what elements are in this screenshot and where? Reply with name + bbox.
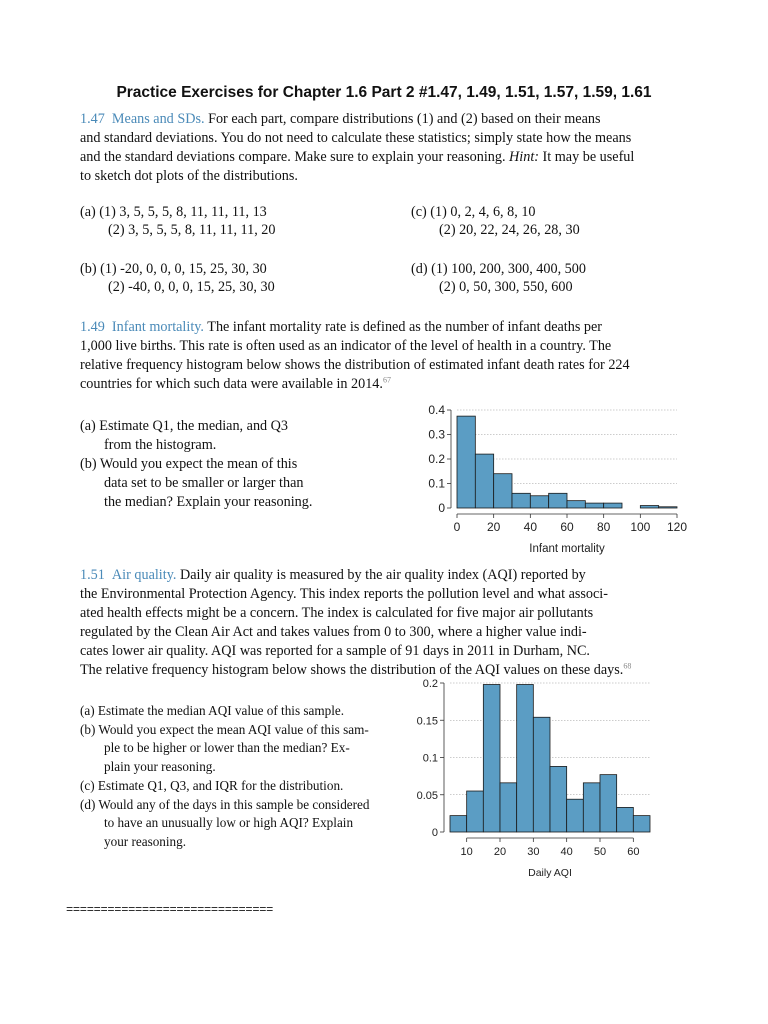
y-tick-label: 0.2: [422, 678, 438, 690]
text-line: cates lower air quality. AQI was reported for a sample of 91 days in 2011 in Durham, NC.: [80, 643, 590, 659]
histogram-bar: [475, 454, 493, 508]
histogram-bar: [567, 501, 585, 508]
part-d-list-2: (2) 0, 50, 300, 550, 600: [439, 279, 573, 295]
exercise-149-intro: [80, 318, 720, 394]
text-line: The infant mortality rate is defined as the number of infant deaths per: [203, 319, 603, 335]
x-axis-label: Daily AQI: [528, 867, 572, 879]
histogram-bar: [617, 807, 634, 832]
exercise-149-questions: [80, 417, 312, 512]
x-tick-label: 50: [593, 846, 607, 858]
y-tick-label: 0.4: [428, 403, 445, 417]
x-tick-label: 100: [630, 520, 651, 534]
histogram-bar: [457, 416, 475, 508]
exercise-number: 1.51: [80, 567, 105, 583]
x-tick-label: 20: [493, 846, 507, 858]
y-tick-label: 0.15: [416, 715, 438, 728]
part-c-list-1: (c) (1) 0, 2, 4, 6, 8, 10: [411, 204, 536, 220]
histogram-bar: [494, 474, 512, 508]
exercise-heading: Infant mortality.: [111, 319, 204, 335]
question-line: your reasoning.: [104, 833, 187, 849]
histogram-bar: [500, 783, 517, 832]
text-line: regulated by the Clean Air Act and takes values from 0 to 300, where a higher value indi-: [80, 624, 587, 640]
question-line: plain your reasoning.: [104, 759, 216, 775]
hint-label: Hint:: [509, 149, 539, 165]
part-c-list-2: (2) 20, 22, 24, 26, 28, 30: [439, 222, 580, 238]
infant-mortality-histogram: [415, 400, 695, 560]
histogram-bar: [530, 496, 548, 508]
exercise-151-intro: [80, 566, 720, 680]
histogram-bar: [467, 791, 484, 832]
question-line: from the histogram.: [104, 437, 217, 453]
x-tick-label: 60: [627, 846, 640, 858]
exercise-147-intro: [80, 110, 720, 186]
x-tick-label: 40: [523, 520, 538, 534]
y-tick-label: 0.1: [428, 476, 445, 491]
histogram-bar: [600, 775, 617, 832]
part-b-list-2: (2) -40, 0, 0, 0, 15, 25, 30, 30: [108, 279, 275, 295]
text-line: Daily air quality is measured by the air quality index (AQI) reported by: [176, 567, 586, 583]
histogram-bar: [512, 493, 530, 508]
part-b-list-1: (b) (1) -20, 0, 0, 0, 15, 25, 30, 30: [80, 261, 267, 277]
question-line: (a) Estimate the median AQI value of this sample.: [80, 703, 345, 718]
page-title: Practice Exercises for Chapter 1.6 Part 2 #1.47, 1.49, 1.51, 1.57, 1.59, 1.61: [116, 84, 652, 101]
histogram-bar: [659, 507, 677, 508]
exercise-heading: Air quality.: [111, 567, 177, 583]
question-line: the median? Explain your reasoning.: [104, 494, 313, 510]
part-d-list-1: (d) (1) 100, 200, 300, 400, 500: [411, 261, 586, 277]
part-a-list-1: (a) (1) 3, 5, 5, 5, 8, 11, 11, 11, 13: [80, 204, 267, 220]
question-line: (d) Would any of the days in this sample be considered: [80, 796, 370, 812]
question-line: (b) Would you expect the mean AQI value of this sam-: [80, 721, 369, 737]
y-tick-label: 0.1: [422, 752, 438, 765]
histogram-bar: [483, 684, 500, 832]
part-a-list-2: (2) 3, 5, 5, 5, 8, 11, 11, 11, 20: [108, 222, 276, 238]
question-line: ple to be higher or lower than the median? Ex-: [104, 740, 350, 756]
histogram-bar: [567, 799, 584, 832]
histogram-bar: [533, 717, 550, 832]
y-tick-label: 0.05: [416, 789, 438, 802]
text-line: For each part, compare distributions (1) and (2) based on their means: [204, 111, 601, 127]
x-tick-label: 40: [560, 846, 573, 858]
histogram-bar: [550, 766, 567, 832]
x-tick-label: 80: [596, 520, 611, 534]
x-tick-label: 0: [453, 520, 461, 534]
histogram-bar: [549, 493, 567, 508]
exercise-heading: Means and SDs.: [111, 111, 205, 127]
exercise-number: 1.49: [80, 319, 105, 335]
text-line: to sketch dot plots of the distributions.: [80, 168, 298, 184]
histogram-bar: [604, 503, 622, 508]
text-line: relative frequency histogram below shows the distribution of estimated infant death rates for 224: [80, 357, 630, 373]
question-line: to have an unusually low or high AQI? Explain: [104, 815, 354, 831]
x-tick-label: 20: [486, 520, 501, 534]
histogram-bar: [450, 816, 467, 832]
question-line: (c) Estimate Q1, Q3, and IQR for the distribution.: [80, 777, 344, 793]
text-line: the Environmental Protection Agency. This index reports the pollution level and what associ-: [80, 586, 608, 602]
y-tick-label: 0.3: [428, 427, 445, 442]
text-line: and standard deviations. You do not need to calculate these statistics; simply state how the means: [80, 130, 632, 146]
x-tick-label: 60: [560, 520, 574, 534]
footnote-marker: 68: [623, 661, 632, 671]
exercise-number: 1.47: [80, 111, 105, 127]
y-tick-label: 0: [438, 501, 445, 515]
question-line: data set to be smaller or larger than: [104, 475, 304, 491]
separator-line: ==============================: [66, 903, 274, 917]
x-tick-label: 30: [527, 846, 540, 858]
histogram-bar: [583, 783, 600, 832]
question-line: (b) Would you expect the mean of this: [80, 456, 298, 472]
y-tick-label: 0.2: [428, 452, 445, 466]
histogram-bar: [633, 816, 650, 832]
y-tick-label: 0: [431, 827, 438, 839]
histogram-bar: [640, 506, 658, 508]
text-line: ated health effects might be a concern. The index is calculated for five major air pollutants: [80, 605, 594, 621]
footnote-marker: 67: [382, 375, 391, 385]
exercise-151-questions: [80, 702, 370, 852]
text-line: and the standard deviations compare. Make sure to explain your reasoning.: [80, 149, 510, 165]
histogram-bar: [585, 503, 603, 508]
x-tick-label: 120: [666, 520, 688, 534]
text-line: The relative frequency histogram below shows the distribution of the AQI values on these days.: [80, 662, 624, 678]
daily-aqi-histogram: [395, 670, 675, 885]
text-line: 1,000 live births. This rate is often used as an indicator of the level of health in a country. The: [80, 338, 612, 354]
text-line: countries for which such data were available in 2014.: [80, 376, 383, 392]
x-tick-label: 10: [460, 846, 473, 858]
x-axis-label: Infant mortality: [529, 543, 605, 555]
histogram-bar: [517, 684, 534, 832]
text-line: It may be useful: [539, 149, 635, 165]
question-line: (a) Estimate Q1, the median, and Q3: [80, 418, 289, 434]
